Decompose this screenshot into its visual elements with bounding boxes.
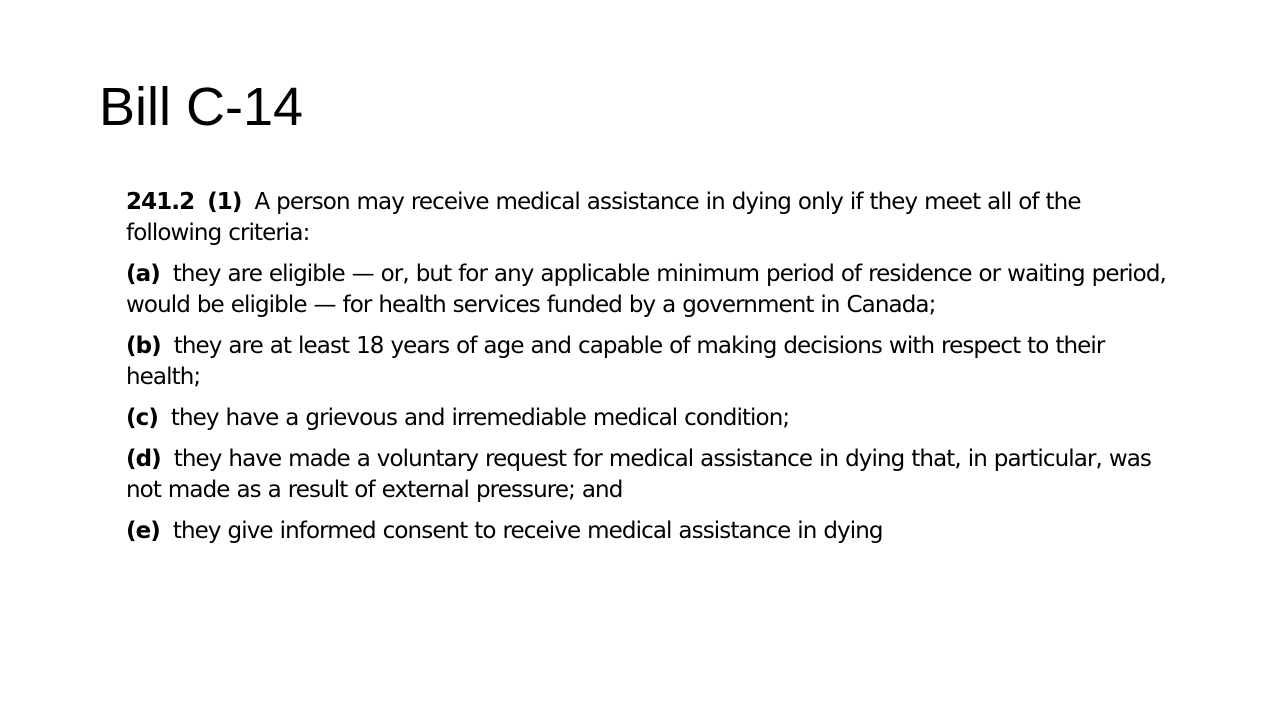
intro-paragraph xyxy=(126,187,1166,249)
criterion-text: they have a grievous and irremediable medical condition; xyxy=(170,405,790,431)
section-number: 241.2 xyxy=(126,189,195,215)
criterion-e xyxy=(126,516,1166,547)
subsection-number: (1) xyxy=(207,189,242,215)
criterion-text: they are at least 18 years of age and capable of making decisions with respect to their health; xyxy=(126,333,1105,390)
criterion-a xyxy=(126,259,1166,321)
criterion-label: (d) xyxy=(126,446,161,472)
criterion-label: (b) xyxy=(126,333,161,359)
criterion-c xyxy=(126,403,1166,434)
criterion-d xyxy=(126,444,1166,506)
intro-text: A person may receive medical assistance in dying only if they meet all of the following criteria: xyxy=(126,189,1081,246)
criterion-label: (e) xyxy=(126,518,160,544)
slide-body xyxy=(126,187,1166,557)
criterion-text: they have made a voluntary request for medical assistance in dying that, in particular, was not made as a result of external pressure; and xyxy=(126,446,1152,503)
slide-title: Bill C-14 xyxy=(99,77,304,137)
criterion-b xyxy=(126,331,1166,393)
criterion-label: (a) xyxy=(126,261,160,287)
criterion-label: (c) xyxy=(126,405,158,431)
criterion-text: they give informed consent to receive medical assistance in dying xyxy=(172,518,883,544)
criterion-text: they are eligible — or, but for any applicable minimum period of residence or waiting period, would be eligible — for health services funded by a government in Canada; xyxy=(126,261,1166,318)
